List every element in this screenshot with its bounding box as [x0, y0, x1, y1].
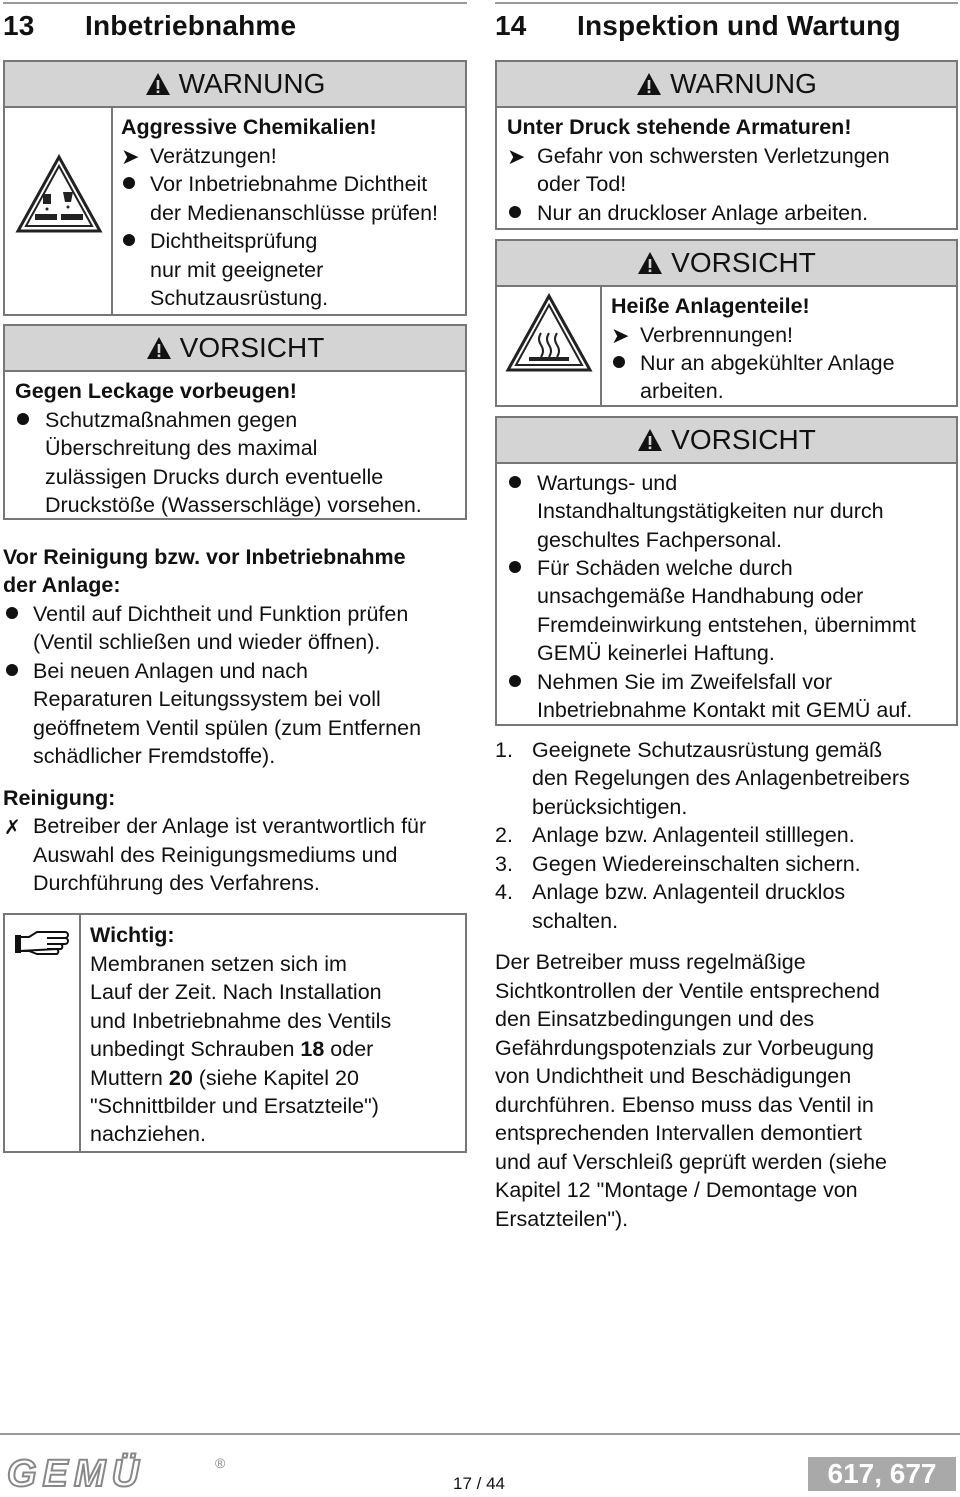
bullet-dot	[509, 561, 521, 573]
arrow-bullet-icon: ➤	[611, 323, 630, 348]
caution-box-leakage	[3, 324, 467, 520]
pointing-hand-icon	[15, 929, 69, 955]
caution-title: Gegen Leckage vorbeugen!	[15, 379, 297, 403]
cleaning-bullet-line: (Ventil schließen und wieder öffnen).	[33, 630, 381, 654]
caution-bullet-line: Inbetriebnahme Kontakt mit GEMÜ auf.	[537, 698, 913, 722]
step-number: 1.	[495, 738, 513, 762]
pictogram-cell	[5, 106, 113, 314]
note-icon-cell	[5, 915, 81, 1151]
step-text: schalten.	[532, 909, 619, 933]
note-line: und Inbetriebnahme des Ventils	[90, 1009, 392, 1033]
warning-arrow-line: oder Tod!	[537, 172, 627, 196]
paragraph-line: von Undichtheit und Beschädigungen	[495, 1064, 852, 1088]
caution-bullet-line: GEMÜ keinerlei Haftung.	[537, 641, 775, 665]
bullet-dot	[613, 356, 625, 368]
caution-box-hot-parts	[495, 239, 958, 407]
caution-title: Heiße Anlagenteile!	[611, 294, 810, 318]
step-number: 2.	[495, 823, 513, 847]
step-text: den Regelungen des Anlagenbetreibers	[532, 766, 910, 790]
caution-box-maintenance	[495, 416, 958, 726]
note-box-important	[3, 913, 467, 1153]
warning-triangle-icon	[636, 72, 662, 96]
caution-bullet-line: unsachgemäße Handhabung oder	[537, 584, 864, 608]
warning-header: WARNUNG	[497, 62, 956, 108]
top-rule-right	[495, 2, 958, 4]
arrow-bullet-icon: ➤	[507, 144, 526, 169]
step-number: 4.	[495, 880, 513, 904]
cleaning-heading: der Anlage:	[3, 573, 121, 597]
top-rule-left	[3, 2, 467, 4]
page-number: 17 / 44	[453, 1474, 505, 1493]
cleaning-bullet-line: Bei neuen Anlagen und nach	[33, 659, 308, 683]
warning-triangle-icon	[637, 428, 663, 452]
note-title: Wichtig:	[90, 923, 175, 947]
caution-bullet-line: Für Schäden welche durch	[537, 556, 793, 580]
warning-bullet-line: Nur an druckloser Anlage arbeiten.	[537, 201, 869, 225]
check-mark-icon: ✗	[4, 817, 21, 839]
step-number: 3.	[495, 852, 513, 876]
caution-bullet-line: Wartungs- und	[537, 471, 678, 495]
svg-text:®: ®	[215, 1455, 226, 1471]
step-text: Gegen Wiedereinschalten sichern.	[532, 852, 861, 876]
caution-bullet-line: zulässigen Drucks durch eventuelle	[45, 465, 384, 489]
warning-bullet-line: der Medienanschlüsse prüfen!	[150, 201, 439, 225]
caution-header: VORSICHT	[5, 326, 465, 372]
warning-arrow-line: Gefahr von schwersten Verletzungen	[537, 144, 890, 168]
model-number-badge: 617, 677	[808, 1457, 956, 1491]
caution-bullet-line: arbeiten.	[640, 379, 724, 403]
step-text: Anlage bzw. Anlagenteil drucklos	[532, 880, 846, 904]
reinigung-line: Auswahl des Reinigungsmediums und	[33, 843, 398, 867]
caution-header: VORSICHT	[497, 241, 956, 287]
paragraph-line: entsprechenden Intervallen demontiert	[495, 1121, 862, 1145]
section-14-title: 14 Inspektion und Wartung	[495, 10, 901, 41]
section-13-title: 13 Inbetriebnahme	[3, 10, 297, 41]
pictogram-cell	[497, 285, 602, 405]
caution-bullet-line: Nehmen Sie im Zweifelsfall vor	[537, 670, 833, 694]
cleaning-bullet-line: Reparaturen Leitungssystem bei voll	[33, 687, 381, 711]
warning-box-chemicals	[3, 60, 467, 316]
cleaning-bullet-line: Ventil auf Dichtheit und Funktion prüfen	[33, 602, 409, 626]
reinigung-line: Durchführung des Verfahrens.	[33, 871, 320, 895]
step-text: Anlage bzw. Anlagenteil stilllegen.	[532, 823, 855, 847]
reinigung-line: Betreiber der Anlage ist verantwortlich für	[33, 814, 427, 838]
caution-bullet-line: geschultes Fachpersonal.	[537, 528, 783, 552]
bullet-dot	[123, 177, 135, 189]
warning-triangle-icon	[637, 251, 663, 275]
caution-bullet-line: Fremdeinwirkung entstehen, übernimmt	[537, 613, 916, 637]
paragraph-line: Gefährdungspotenzials zur Vorbeugung	[495, 1036, 874, 1060]
caution-header: VORSICHT	[497, 418, 956, 464]
cleaning-heading: Vor Reinigung bzw. vor Inbetriebnahme	[3, 545, 406, 569]
warning-arrow-item: Verätzungen!	[150, 144, 277, 168]
corrosive-hazard-icon	[15, 154, 103, 234]
bullet-dot	[6, 664, 18, 676]
warning-bullet-line: nur mit geeigneter	[150, 258, 324, 282]
warning-bullet-line: Dichtheitsprüfung	[150, 229, 318, 253]
note-line: unbedingt Schrauben 18 oder	[90, 1037, 374, 1061]
bullet-dot	[509, 476, 521, 488]
paragraph-line: und auf Verschleiß geprüft werden (siehe	[495, 1150, 888, 1174]
note-line: "Schnittbilder und Ersatzteile")	[90, 1094, 379, 1118]
warning-title: Aggressive Chemikalien!	[121, 115, 377, 139]
caution-bullet-line: Nur an abgekühlter Anlage	[640, 351, 895, 375]
warning-header: WARNUNG	[5, 62, 465, 108]
hot-surface-icon	[505, 293, 593, 373]
caution-bullet-line: Druckstöße (Wasserschläge) vorsehen.	[45, 493, 422, 517]
warning-title: Unter Druck stehende Armaturen!	[507, 115, 852, 139]
gemu-logo	[5, 1452, 235, 1497]
paragraph-line: den Einsatzbedingungen und des	[495, 1007, 815, 1031]
cleaning-bullet-line: schädlicher Fremdstoffe).	[33, 744, 276, 768]
step-text: berücksichtigen.	[532, 795, 688, 819]
paragraph-line: Ersatzteilen").	[495, 1207, 629, 1231]
cleaning-bullet-line: geöffnetem Ventil spülen (zum Entfernen	[33, 716, 422, 740]
bullet-dot	[17, 413, 29, 425]
warning-bullet-line: Vor Inbetriebnahme Dichtheit	[150, 172, 428, 196]
warning-box-pressure	[495, 60, 958, 230]
bullet-dot	[6, 607, 18, 619]
footer-rule	[0, 1433, 960, 1435]
note-line: Muttern 20 (siehe Kapitel 20	[90, 1066, 359, 1090]
caution-arrow-item: Verbrennungen!	[640, 323, 794, 347]
reinigung-heading: Reinigung:	[3, 786, 116, 810]
note-line: Membranen setzen sich im	[90, 952, 347, 976]
svg-text:GEMÜ: GEMÜ	[7, 1453, 145, 1492]
caution-bullet-line: Instandhaltungstätigkeiten nur durch	[537, 499, 884, 523]
paragraph-line: durchführen. Ebenso muss das Ventil in	[495, 1093, 874, 1117]
note-line: Lauf der Zeit. Nach Installation	[90, 980, 382, 1004]
bullet-dot	[123, 234, 135, 246]
warning-triangle-icon	[146, 336, 172, 360]
caution-bullet-line: Überschreitung des maximal	[45, 436, 318, 460]
caution-bullet-line: Schutzmaßnahmen gegen	[45, 408, 298, 432]
bullet-dot	[509, 675, 521, 687]
warning-triangle-icon	[145, 72, 171, 96]
paragraph-line: Der Betreiber muss regelmäßige	[495, 950, 806, 974]
paragraph-line: Sichtkontrollen der Ventile entsprechend	[495, 979, 880, 1003]
arrow-bullet-icon: ➤	[121, 144, 140, 169]
warning-bullet-line: Schutzausrüstung.	[150, 286, 329, 310]
paragraph-line: Kapitel 12 "Montage / Demontage von	[495, 1178, 858, 1202]
step-text: Geeignete Schutzausrüstung gemäß	[532, 738, 883, 762]
note-line: nachziehen.	[90, 1122, 206, 1146]
bullet-dot	[509, 206, 521, 218]
